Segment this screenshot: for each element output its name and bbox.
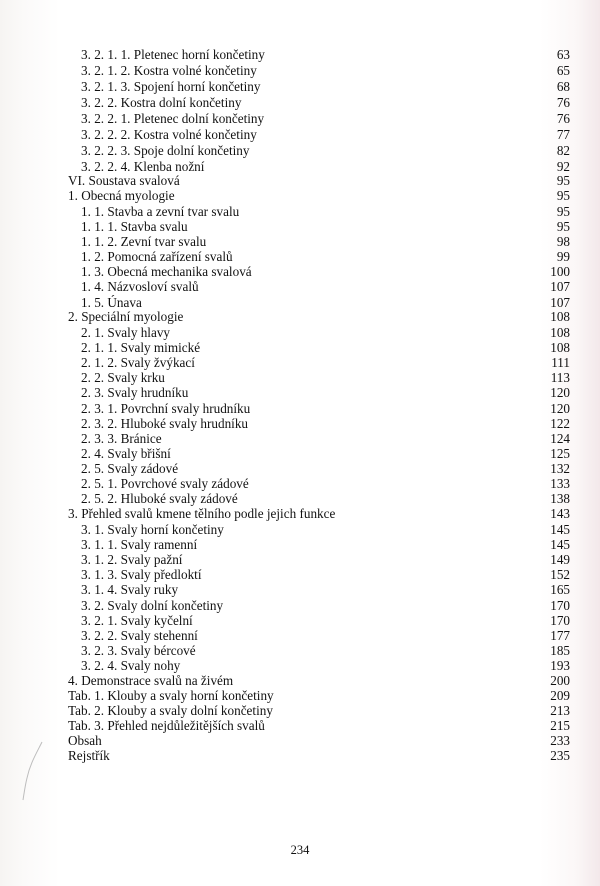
toc-entry-page: 170 (550, 598, 570, 613)
toc-entry (0, 748, 600, 764)
toc-entry-title: 2. 3. 1. Povrchní svaly hrudníku (81, 401, 251, 416)
toc-entry-title: 1. 2. Pomocná zařízení svalů (81, 249, 233, 264)
toc-entry-title: 2. 1. Svaly hlavy (81, 325, 171, 340)
toc-entry (0, 598, 600, 614)
toc-entry-title: Obsah (68, 733, 102, 748)
toc-entry-page: 133 (550, 476, 570, 491)
toc-entry-title: 3. 2. Svaly dolní končetiny (81, 598, 224, 613)
toc-entry-title: 2. 5. Svaly zádové (81, 461, 179, 476)
toc-entry-title: 2. Speciální myologie (68, 309, 184, 324)
toc-entry (0, 491, 600, 507)
toc-entry-title: Tab. 1. Klouby a svaly horní končetiny (68, 688, 274, 703)
toc-entry (0, 249, 600, 265)
toc-entry (0, 673, 600, 689)
toc-entry-title: 1. 3. Obecná mechanika svalová (81, 264, 252, 279)
toc-entry (0, 79, 600, 95)
toc-entry-title: 3. 1. 2. Svaly pažní (81, 552, 183, 567)
toc-entry (0, 476, 600, 492)
toc-entry-page: 108 (550, 340, 570, 355)
toc-entry-page: 100 (550, 264, 570, 279)
toc-entry-page: 193 (550, 658, 570, 673)
toc-entry (0, 733, 600, 749)
toc-entry-title: 3. 2. 1. 1. Pletenec horní končetiny (81, 47, 265, 62)
toc-entry-title: 3. 2. 2. Svaly stehenní (81, 628, 198, 643)
toc-entry-page: 63 (556, 47, 570, 62)
toc-entry-page: 65 (556, 63, 570, 78)
toc-entry-page: 177 (550, 628, 570, 643)
toc-entry-title: 3. 1. 4. Svaly ruky (81, 582, 179, 597)
toc-entry-title: 1. 4. Názvosloví svalů (81, 279, 199, 294)
toc-entry (0, 416, 600, 432)
toc-entry-title: 3. 2. 1. 2. Kostra volné končetiny (81, 63, 257, 78)
toc-entry (0, 279, 600, 295)
toc-entry-title: Tab. 2. Klouby a svaly dolní končetiny (68, 703, 273, 718)
toc-entry-title: 4. Demonstrace svalů na živém (68, 673, 234, 688)
toc-entry (0, 703, 600, 719)
toc-entry-page: 82 (556, 143, 570, 158)
toc-entry-title: 3. 2. 1. 3. Spojení horní končetiny (81, 79, 261, 94)
toc-entry (0, 111, 600, 127)
toc-entry-title: 3. 2. 4. Svaly nohy (81, 658, 181, 673)
toc-entry-title: 3. 2. 2. 4. Klenba nožní (81, 159, 205, 174)
toc-entry (0, 370, 600, 386)
toc-entry-title: 1. 1. 2. Zevní tvar svalu (81, 234, 207, 249)
toc-entry-page: 125 (550, 446, 570, 461)
toc-entry-page: 95 (556, 188, 570, 203)
toc-entry-page: 92 (556, 159, 570, 174)
toc-entry-page: 235 (550, 748, 570, 763)
toc-entry (0, 219, 600, 235)
toc-entry (0, 431, 600, 447)
toc-entry-page: 68 (556, 79, 570, 94)
toc-entry-title: 2. 3. 3. Bránice (81, 431, 162, 446)
toc-entry-title: 3. 2. 2. 1. Pletenec dolní končetiny (81, 111, 265, 126)
toc-entry-title: 2. 5. 1. Povrchové svaly zádové (81, 476, 249, 491)
toc-entry-page: 120 (550, 385, 570, 400)
toc-entry-page: 122 (550, 416, 570, 431)
toc-entry-title: 2. 5. 2. Hluboké svaly zádové (81, 491, 238, 506)
page-number: 234 (290, 843, 310, 857)
toc-entry (0, 234, 600, 250)
toc-entry (0, 127, 600, 143)
toc-entry (0, 613, 600, 629)
toc-entry-title: 3. 1. 1. Svaly ramenní (81, 537, 198, 552)
toc-entry (0, 355, 600, 371)
toc-entry-page: 120 (550, 401, 570, 416)
toc-entry-page: 209 (550, 688, 570, 703)
toc-entry-title: 3. 1. 3. Svaly předloktí (81, 567, 202, 582)
toc-entry (0, 552, 600, 568)
toc-entry-page: 95 (556, 204, 570, 219)
toc-entry-page: 108 (550, 325, 570, 340)
toc-entry-page: 233 (550, 733, 570, 748)
toc-entry-page: 200 (550, 673, 570, 688)
toc-entry-title: Rejstřík (68, 748, 110, 763)
toc-entry-page: 143 (550, 506, 570, 521)
toc-entry (0, 446, 600, 462)
toc-entry-page: 95 (556, 219, 570, 234)
toc-entry (0, 522, 600, 538)
toc-entry-title: 3. 2. 1. Svaly kyčelní (81, 613, 193, 628)
toc-entry-page: 108 (550, 309, 570, 324)
toc-entry (0, 537, 600, 553)
toc-entry (0, 47, 600, 63)
toc-entry-page: 98 (556, 234, 570, 249)
toc-entry-page: 113 (550, 370, 570, 385)
toc-entry-page: 152 (550, 567, 570, 582)
toc-entry-title: 3. 1. Svaly horní končetiny (81, 522, 224, 537)
toc-entry (0, 63, 600, 79)
toc-entry-title: 1. Obecná myologie (68, 188, 175, 203)
toc-entry-title: 2. 4. Svaly břišní (81, 446, 171, 461)
toc-entry-page: 145 (550, 522, 570, 537)
toc-entry-page: 165 (550, 582, 570, 597)
toc-entry (0, 264, 600, 280)
toc-entry-page: 149 (550, 552, 570, 567)
toc-entry (0, 340, 600, 356)
toc-entry-title: 1. 5. Únava (81, 295, 142, 310)
toc-entry (0, 628, 600, 644)
toc-entry-title: 1. 1. Stavba a zevní tvar svalu (81, 204, 240, 219)
toc-entry-title: 3. 2. 2. 2. Kostra volné končetiny (81, 127, 257, 142)
toc-entry-page: 185 (550, 643, 570, 658)
toc-entry-title: Tab. 3. Přehled nejdůležitějších svalů (68, 718, 265, 733)
toc-entry-title: VI. Soustava svalová (68, 173, 180, 188)
toc-entry-page: 107 (550, 295, 570, 310)
toc-entry (0, 461, 600, 477)
toc-entry-page: 124 (550, 431, 570, 446)
toc-entry (0, 143, 600, 159)
toc-entry (0, 325, 600, 341)
toc-entry-title: 1. 1. 1. Stavba svalu (81, 219, 188, 234)
toc-entry-page: 77 (556, 127, 570, 142)
toc-entry (0, 401, 600, 417)
toc-entry (0, 643, 600, 659)
toc-entry-title: 3. 2. 2. Kostra dolní končetiny (81, 95, 242, 110)
toc-entry (0, 506, 600, 522)
toc-entry-page: 138 (550, 491, 570, 506)
toc-entry (0, 718, 600, 734)
toc-entry-page: 111 (551, 355, 570, 370)
toc-entry-title: 3. 2. 3. Svaly bércové (81, 643, 196, 658)
toc-entry-page: 215 (550, 718, 570, 733)
toc-entry (0, 658, 600, 674)
toc-entry (0, 582, 600, 598)
toc-entry (0, 385, 600, 401)
toc-entry-title: 2. 2. Svaly krku (81, 370, 165, 385)
toc-entry-page: 76 (556, 95, 570, 110)
toc-entry-title: 2. 3. Svaly hrudníku (81, 385, 189, 400)
toc-entry (0, 188, 600, 204)
toc-entry-title: 2. 1. 2. Svaly žvýkací (81, 355, 195, 370)
toc-entry-page: 99 (556, 249, 570, 264)
toc-entry-page: 170 (550, 613, 570, 628)
toc-entry (0, 567, 600, 583)
toc-entry-page: 132 (550, 461, 570, 476)
toc-entry (0, 309, 600, 325)
toc-entry-page: 76 (556, 111, 570, 126)
toc-entry-page: 95 (556, 173, 570, 188)
toc-entry-page: 213 (550, 703, 570, 718)
toc-entry-title: 2. 1. 1. Svaly mimické (81, 340, 201, 355)
toc-entry-title: 3. Přehled svalů kmene tělního podle jejich funkce (68, 506, 336, 521)
toc-entry (0, 204, 600, 220)
toc-entry-title: 3. 2. 2. 3. Spoje dolní končetiny (81, 143, 250, 158)
toc-entry-page: 145 (550, 537, 570, 552)
toc-entry (0, 95, 600, 111)
toc-entry-title: 2. 3. 2. Hluboké svaly hrudníku (81, 416, 249, 431)
toc-entry (0, 173, 600, 189)
toc-entry (0, 688, 600, 704)
toc-entry-page: 107 (550, 279, 570, 294)
